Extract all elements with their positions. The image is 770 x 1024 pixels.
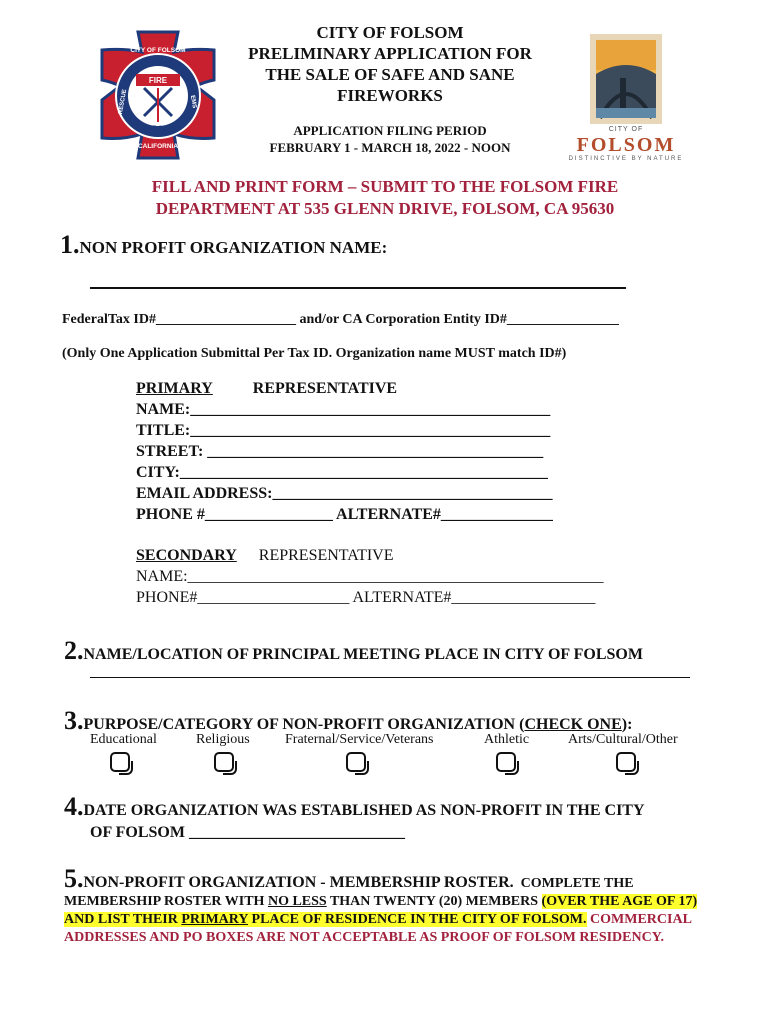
filing-period [200,122,580,156]
primary-rep-label: REPRESENTATIVE [252,380,398,397]
section-5-membership-roster [64,864,704,947]
section-2-title: NAME/LOCATION OF PRINCIPAL MEETING PLACE IN CITY OF FOLSOM [83,646,643,663]
section-3-title: PURPOSE/CATEGORY OF NON-PROFIT ORGANIZATION ( [83,716,525,733]
section-1-heading [60,230,387,260]
badge-top-text: CITY OF FOLSOM [130,47,186,54]
secondary-representative-block [136,545,604,608]
roster-text-1: COMPLETE THE MEMBERSHIP ROSTER WITH [64,876,634,909]
category-athletic-label: Athletic [484,732,530,747]
primary-phone-field[interactable]: PHONE #________________ ALTERNATE#______________ [136,506,553,523]
logo-name: FOLSOM [576,134,676,156]
checkbox-religious[interactable] [214,752,234,772]
city-of-folsom-logo [566,34,686,166]
instruction-line-2: DEPARTMENT AT 535 GLENN DRIVE, FOLSOM, CA 95630 [155,199,615,218]
primary-label: PRIMARY [136,380,213,397]
section-4-title: DATE ORGANIZATION WAS ESTABLISHED AS NON-PROFIT IN THE CITY [83,802,645,819]
checkbox-arts[interactable] [616,752,636,772]
organization-name-field[interactable] [90,287,626,289]
title-line-4: FIREWORKS [337,86,443,105]
title-line-3: THE SALE OF SAFE AND SANE [265,65,515,84]
primary-email-field[interactable]: EMAIL ADDRESS:___________________________________ [136,485,553,502]
established-date-field[interactable]: OF FOLSOM ___________________________ [90,824,405,841]
secondary-heading [136,545,604,566]
tax-id-note: (Only One Application Submittal Per Tax ID. Organization name MUST match ID#) [62,346,567,361]
section-5-number: 5. [64,864,84,893]
roster-highlight-primary: PRIMARY [181,912,249,927]
category-fraternal-label: Fraternal/Service/Veterans [285,732,434,747]
primary-heading [136,378,553,399]
badge-left-text: RESCUE [117,88,129,115]
primary-title-field[interactable]: TITLE:_____________________________________________ [136,422,551,439]
section-2-number: 2. [64,636,84,665]
section-3-title-end: ): [621,716,633,733]
section-5-title: NON-PROFIT ORGANIZATION - MEMBERSHIP ROSTER. [83,874,514,891]
period-line-1: APPLICATION FILING PERIOD [293,123,487,138]
bridge-icon [590,34,662,124]
category-religious-label: Religious [196,732,250,747]
section-4-number: 4. [64,792,84,821]
document-title [200,22,580,106]
secondary-rep-label: REPRESENTATIVE [258,547,394,564]
title-line-2: PRELIMINARY APPLICATION FOR [248,44,532,63]
check-one-label: CHECK ONE [524,716,622,733]
tax-id-line[interactable]: FederalTax ID#____________________ and/or CA Corporation Entity ID#________________ [62,312,619,327]
primary-street-field[interactable]: STREET: __________________________________________ [136,443,544,460]
badge-est: EST. 1867 [144,126,172,132]
logo-city-of: CITY OF [608,126,644,133]
category-arts-label: Arts/Cultural/Other [568,732,678,747]
title-line-1: CITY OF FOLSOM [316,23,464,42]
badge-right-text: EMS [188,94,198,109]
checkbox-fraternal[interactable] [346,752,366,772]
submission-instruction [60,176,710,220]
roster-residency-warning: COMMERCIAL ADDRESSES AND PO BOXES ARE NOT ACCEPTABLE AS PROOF OF FOLSOM RESIDENCY. [64,912,692,945]
roster-text-2: THAN TWENTY (20) MEMBERS [326,894,542,909]
logo-tagline: DISTINCTIVE BY NATURE [568,156,684,162]
section-1-number: 1. [60,230,80,259]
secondary-phone-field[interactable]: PHONE#___________________ ALTERNATE#__________________ [136,589,596,606]
badge-banner: FIRE [148,76,168,85]
checkbox-athletic[interactable] [496,752,516,772]
section-4-line-1 [64,792,645,822]
fire-department-badge-icon [100,30,216,162]
roster-no-less: NO LESS [267,894,327,909]
roster-highlight-1: (OVER THE AGE OF 17) AND LIST THEIR [64,894,698,927]
section-3-number: 3. [64,706,84,735]
checkbox-educational[interactable] [110,752,130,772]
primary-city-field[interactable]: CITY:______________________________________________ [136,464,548,481]
roster-highlight-2: PLACE OF RESIDENCE IN THE CITY OF FOLSOM. [248,912,587,927]
badge-bottom-text: CALIFORNIA [137,143,179,150]
category-educational-label: Educational [90,732,157,747]
secondary-label: SECONDARY [136,547,237,564]
section-4-heading [64,792,645,844]
primary-name-field[interactable]: NAME:_____________________________________________ [136,401,551,418]
section-2-heading [64,636,643,666]
meeting-place-field[interactable] [90,677,690,678]
period-line-2: FEBRUARY 1 - MARCH 18, 2022 - NOON [269,140,511,155]
primary-representative-block [136,378,553,525]
section-1-title: NON PROFIT ORGANIZATION NAME: [79,238,388,257]
secondary-name-field[interactable]: NAME:____________________________________________________ [136,568,604,585]
instruction-line-1: FILL AND PRINT FORM – SUBMIT TO THE FOLSOM FIRE [151,177,619,196]
